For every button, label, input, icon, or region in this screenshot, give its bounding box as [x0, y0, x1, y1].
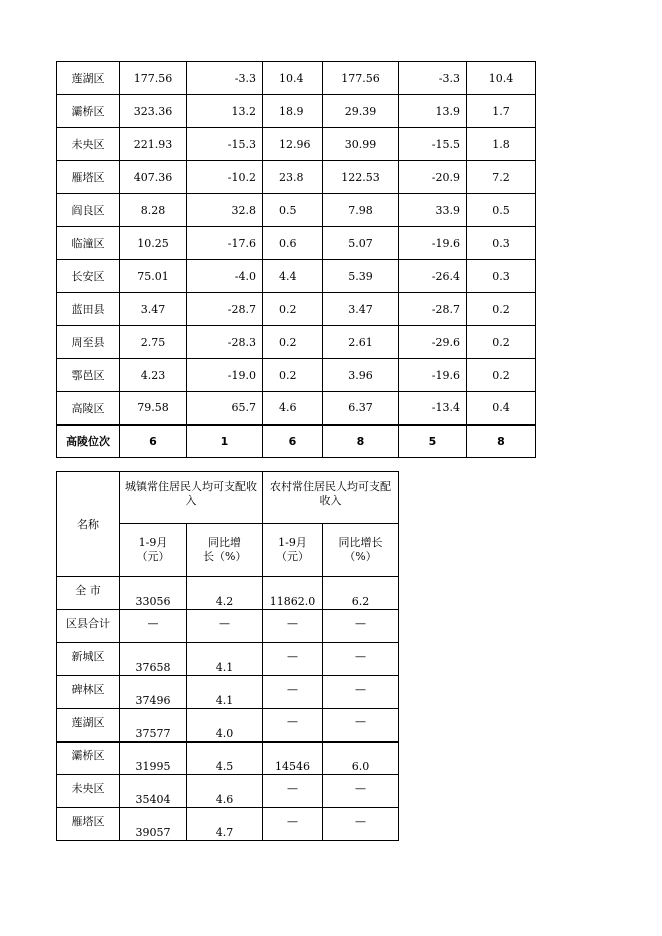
table-row [57, 128, 536, 161]
table-row [57, 293, 536, 326]
urban-growth-cell: — [187, 610, 263, 643]
value-cell: 2.61 [323, 326, 399, 359]
rank-cell: 8 [323, 425, 399, 458]
value-cell: 8.28 [120, 194, 187, 227]
table-row [57, 161, 536, 194]
share-cell: 0.2 [467, 293, 536, 326]
value-cell: 3.47 [323, 293, 399, 326]
urban-growth-cell: 4.2 [187, 577, 263, 610]
district-name-cell: 长安区 [57, 260, 120, 293]
growth-cell: -28.3 [187, 326, 263, 359]
rank-label-cell: 高陵位次 [57, 425, 120, 458]
growth-cell: 13.9 [399, 95, 467, 128]
value-cell: 23.8 [263, 161, 323, 194]
growth-cell: 13.2 [187, 95, 263, 128]
rural-growth-cell: 6.2 [323, 577, 399, 610]
share-cell: 0.3 [467, 227, 536, 260]
district-name-cell: 临潼区 [57, 227, 120, 260]
district-name-cell: 未央区 [57, 128, 120, 161]
growth-cell: -19.6 [399, 227, 467, 260]
value-cell: 29.39 [323, 95, 399, 128]
name-header: 名称 [57, 472, 120, 577]
district-name-cell: 莲湖区 [57, 62, 120, 95]
share-cell: 0.3 [467, 260, 536, 293]
rural-growth-cell: — [323, 643, 399, 676]
share-cell: 1.8 [467, 128, 536, 161]
value-cell: 2.75 [120, 326, 187, 359]
district-name-cell: 雁塔区 [57, 808, 120, 841]
rural-growth-cell: — [323, 775, 399, 808]
urban-growth-cell: 4.5 [187, 742, 263, 775]
district-name-cell: 鄠邑区 [57, 359, 120, 392]
table-row [57, 643, 399, 676]
table-row [57, 742, 399, 775]
value-cell: 6.37 [323, 392, 399, 425]
table-row [57, 95, 536, 128]
growth-cell: -3.3 [187, 62, 263, 95]
stats-table [56, 61, 536, 458]
district-name-cell: 高陵区 [57, 392, 120, 425]
share-cell: 0.5 [467, 194, 536, 227]
growth-cell: -13.4 [399, 392, 467, 425]
growth-cell: -15.3 [187, 128, 263, 161]
urban-amount-cell: 39057 [120, 808, 187, 841]
value-cell: 0.5 [263, 194, 323, 227]
rural-amount-header: 1-9月（元） [263, 524, 323, 577]
rural-amount-cell: — [263, 775, 323, 808]
rural-amount-cell: — [263, 610, 323, 643]
value-cell: 4.6 [263, 392, 323, 425]
district-name-cell: 周至县 [57, 326, 120, 359]
district-name-cell: 新城区 [57, 643, 120, 676]
share-cell: 7.2 [467, 161, 536, 194]
district-name-cell: 蓝田县 [57, 293, 120, 326]
value-cell: 30.99 [323, 128, 399, 161]
rural-growth-cell: — [323, 676, 399, 709]
growth-cell: -4.0 [187, 260, 263, 293]
income-table [56, 471, 399, 841]
value-cell: 75.01 [120, 260, 187, 293]
table-row [57, 326, 536, 359]
value-cell: 3.47 [120, 293, 187, 326]
value-cell: 122.53 [323, 161, 399, 194]
value-cell: 7.98 [323, 194, 399, 227]
table-row [57, 775, 399, 808]
growth-cell: -15.5 [399, 128, 467, 161]
growth-cell: -29.6 [399, 326, 467, 359]
table-row [57, 709, 399, 742]
share-cell: 1.7 [467, 95, 536, 128]
value-cell: 407.36 [120, 161, 187, 194]
value-cell: 10.4 [263, 62, 323, 95]
urban-amount-cell: — [120, 610, 187, 643]
rank-cell: 8 [467, 425, 536, 458]
value-cell: 0.2 [263, 359, 323, 392]
table-row [57, 392, 536, 425]
table-row [57, 260, 536, 293]
share-cell: 0.2 [467, 326, 536, 359]
rank-cell: 1 [187, 425, 263, 458]
district-name-cell: 莲湖区 [57, 709, 120, 742]
urban-growth-cell: 4.7 [187, 808, 263, 841]
value-cell: 3.96 [323, 359, 399, 392]
growth-cell: -28.7 [399, 293, 467, 326]
growth-cell: -10.2 [187, 161, 263, 194]
urban-amount-cell: 33056 [120, 577, 187, 610]
rank-row [57, 425, 536, 458]
rural-amount-cell: — [263, 709, 323, 742]
urban-growth-cell: 4.6 [187, 775, 263, 808]
table-row [57, 227, 536, 260]
value-cell: 0.6 [263, 227, 323, 260]
value-cell: 0.2 [263, 293, 323, 326]
table-row [57, 676, 399, 709]
growth-cell: 33.9 [399, 194, 467, 227]
district-name-cell: 阎良区 [57, 194, 120, 227]
value-cell: 5.07 [323, 227, 399, 260]
table-row [57, 359, 536, 392]
rural-amount-cell: — [263, 643, 323, 676]
value-cell: 177.56 [120, 62, 187, 95]
urban-amount-cell: 37577 [120, 709, 187, 742]
rural-amount-cell: — [263, 676, 323, 709]
table-row [57, 610, 399, 643]
urban-amount-cell: 37496 [120, 676, 187, 709]
rural-growth-cell: 6.0 [323, 742, 399, 775]
value-cell: 323.36 [120, 95, 187, 128]
district-name-cell: 全 市 [57, 577, 120, 610]
district-name-cell: 未央区 [57, 775, 120, 808]
table-row [57, 62, 536, 95]
urban-growth-cell: 4.0 [187, 709, 263, 742]
district-name-cell: 灞桥区 [57, 742, 120, 775]
rural-amount-cell: 11862.0 [263, 577, 323, 610]
value-cell: 0.2 [263, 326, 323, 359]
value-cell: 4.4 [263, 260, 323, 293]
value-cell: 18.9 [263, 95, 323, 128]
value-cell: 5.39 [323, 260, 399, 293]
share-cell: 10.4 [467, 62, 536, 95]
table-row [57, 194, 536, 227]
district-name-cell: 碑林区 [57, 676, 120, 709]
rural-growth-header: 同比增长（%） [323, 524, 399, 577]
growth-cell: -19.0 [187, 359, 263, 392]
urban-growth-cell: 4.1 [187, 643, 263, 676]
rural-income-header: 农村常住居民人均可支配收入 [263, 472, 399, 524]
urban-amount-cell: 35404 [120, 775, 187, 808]
growth-cell: -20.9 [399, 161, 467, 194]
rural-growth-cell: — [323, 610, 399, 643]
growth-cell: -17.6 [187, 227, 263, 260]
growth-cell: 65.7 [187, 392, 263, 425]
urban-amount-cell: 31995 [120, 742, 187, 775]
growth-cell: -28.7 [187, 293, 263, 326]
urban-growth-header: 同比增长（%） [187, 524, 263, 577]
value-cell: 221.93 [120, 128, 187, 161]
table-row [57, 577, 399, 610]
share-cell: 0.4 [467, 392, 536, 425]
rank-cell: 5 [399, 425, 467, 458]
value-cell: 4.23 [120, 359, 187, 392]
rural-growth-cell: — [323, 808, 399, 841]
district-name-cell: 雁塔区 [57, 161, 120, 194]
growth-cell: -26.4 [399, 260, 467, 293]
rural-amount-cell: 14546 [263, 742, 323, 775]
growth-cell: 32.8 [187, 194, 263, 227]
growth-cell: -19.6 [399, 359, 467, 392]
urban-growth-cell: 4.1 [187, 676, 263, 709]
table-row [57, 808, 399, 841]
value-cell: 79.58 [120, 392, 187, 425]
value-cell: 177.56 [323, 62, 399, 95]
share-cell: 0.2 [467, 359, 536, 392]
rural-growth-cell: — [323, 709, 399, 742]
growth-cell: -3.3 [399, 62, 467, 95]
rank-cell: 6 [120, 425, 187, 458]
urban-amount-header: 1-9月（元） [120, 524, 187, 577]
rank-cell: 6 [263, 425, 323, 458]
rural-amount-cell: — [263, 808, 323, 841]
value-cell: 10.25 [120, 227, 187, 260]
district-name-cell: 区县合计 [57, 610, 120, 643]
district-name-cell: 灞桥区 [57, 95, 120, 128]
urban-amount-cell: 37658 [120, 643, 187, 676]
urban-income-header: 城镇常住居民人均可支配收入 [120, 472, 263, 524]
value-cell: 12.96 [263, 128, 323, 161]
